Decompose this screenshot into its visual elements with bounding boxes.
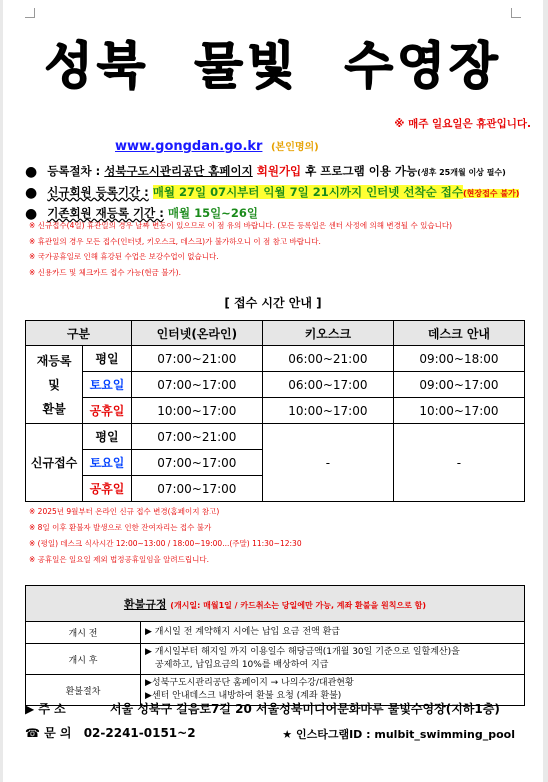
note-line: ※ (평일) 데스크 식사시간 12:00~13:00 / 18:00~19:00...(주말) 11:30~12:30 [29, 539, 302, 548]
time-cell: 07:00~21:00 [131, 424, 262, 450]
note-line: ※ 8일 이후 환불자 발생으로 인한 잔여자리는 접수 불가 [29, 523, 212, 532]
refund-header [26, 586, 525, 622]
note-line: ※ 공휴일은 일요일 제외 법정공휴일임을 알려드립니다. [29, 555, 209, 564]
table-row [26, 372, 525, 398]
registration-text-1: 성북구도시관리공단 홈페이지 [104, 164, 253, 178]
table-row [26, 346, 525, 372]
table-row [26, 424, 525, 450]
phone-line [25, 724, 196, 741]
day-weekday: 평일 [83, 346, 132, 372]
table-row [26, 398, 525, 424]
time-cell: 07:00~17:00 [131, 450, 262, 476]
desk-na-cell: - [393, 424, 524, 502]
day-saturday: 토요일 [83, 372, 132, 398]
page-title [3, 26, 543, 98]
website-note: (본인명의) [270, 142, 319, 153]
refund-line: ▶ 개시일부터 해지일 까지 이용일수 해당금액(1개월 30일 기준으로 일할계산)을 [145, 647, 460, 657]
table-row [26, 644, 525, 675]
header-desk: 데스크 안내 [393, 321, 524, 346]
title-word-2: 물빛 [194, 37, 300, 95]
refund-line: ▶ 개시일 전 계약해지 시에는 납입 요금 전액 환급 [145, 627, 340, 637]
refund-body [141, 644, 525, 675]
refund-line: ▶센터 안내데스크 내방하여 환불 요청 (계좌 환불) [145, 691, 342, 701]
day-holiday: 공휴일 [83, 476, 132, 502]
group-reregister-refund [26, 346, 83, 424]
table-row [26, 622, 525, 644]
refund-line: 공제하고, 납입요금의 10%를 배상하여 지급 [155, 660, 329, 670]
existing-member-period: 매월 15일~26일 [167, 206, 258, 220]
day-weekday: 평일 [83, 424, 132, 450]
phone-label: ☎ 문 의 [25, 726, 72, 740]
header-category: 구분 [26, 321, 132, 346]
bullet-icon: ● [25, 164, 38, 180]
group-new-register: 신규접수 [26, 424, 83, 502]
phone-value: 02-2241-0151~2 [83, 726, 196, 740]
table-header-row [26, 321, 525, 346]
group-label: 및 [48, 377, 60, 392]
corner-mark-left [25, 8, 35, 18]
refund-label: 개시 전 [26, 622, 141, 644]
header-kiosk: 키오스크 [262, 321, 393, 346]
time-cell: 06:00~17:00 [262, 372, 393, 398]
document-page [3, 0, 543, 782]
bullet-icon: ● [25, 185, 38, 201]
refund-body [141, 622, 525, 644]
registration-line [25, 163, 506, 180]
note-line: ※ 신규접수(4일) 휴관일의 경우 날짜 변동이 있으므로 이 점 유의 바랍니다. (모든 등록일은 센터 사정에 의해 변경될 수 있습니다) [29, 221, 453, 230]
notes-bottom [29, 504, 302, 568]
new-member-small: (현장접수 불가) [462, 189, 520, 198]
note-line: ※ 신용카드 및 체크카드 접수 가능(현금 불가). [29, 267, 181, 277]
section-title: [ 접수 시간 안내 ] [224, 296, 322, 310]
refund-title-note: (개시일: 매월1일 / 카드취소는 당일에만 가능, 계좌 환불을 원칙으로 함) [170, 600, 427, 610]
corner-mark-right [511, 8, 521, 18]
time-cell: 06:00~21:00 [262, 346, 393, 372]
bullet-icon: ● [25, 206, 38, 222]
instagram-label: ★ 인스타그램ID : [282, 728, 371, 741]
closed-notice: ※ 매주 일요일은 휴관입니다. [394, 118, 531, 130]
refund-line: ▶성북구도시관리공단 홈페이지 → 나의수강/대관현황 [145, 678, 354, 688]
time-cell: 10:00~17:00 [262, 398, 393, 424]
day-holiday: 공휴일 [83, 398, 132, 424]
address-value: 서울 성북구 길음로7길 20 서울성북미디어문화마루 물빛수영장(지하1층) [109, 702, 500, 716]
refund-header-row [26, 586, 525, 622]
note-line: ※ 국가공휴일로 인해 휴강된 수업은 보강수업이 없습니다. [29, 252, 219, 261]
registration-text-3: 후 프로그램 이용 가능 [305, 164, 418, 178]
note-line: ※ 2025년 9월부터 온라인 신규 접수 변경(홈페이지 참고) [29, 507, 220, 516]
time-cell: 09:00~17:00 [393, 372, 524, 398]
registration-text-2: 회원가입 [256, 164, 302, 178]
refund-table [25, 585, 525, 706]
kiosk-na-cell: - [262, 424, 393, 502]
time-cell: 07:00~17:00 [131, 372, 262, 398]
time-cell: 07:00~21:00 [131, 346, 262, 372]
schedule-table [25, 320, 525, 502]
address-line [25, 700, 500, 717]
time-cell: 10:00~17:00 [131, 398, 262, 424]
address-label: ▶ 주 소 [25, 702, 66, 716]
group-label: 재등록 [36, 353, 72, 368]
website-line [115, 138, 319, 154]
registration-label: 등록절차 : [47, 164, 101, 178]
title-word-3: 수영장 [344, 37, 502, 95]
time-cell: 07:00~17:00 [131, 476, 262, 502]
refund-label: 환불절차 [26, 675, 141, 706]
instagram-value: mulbit_swimming_pool [374, 728, 515, 741]
group-label: 환불 [42, 401, 66, 416]
time-cell: 10:00~17:00 [393, 398, 524, 424]
note-line: ※ 휴관일의 경우 모든 접수(인터넷, 키오스크, 데스크)가 불가하오니 이 점 참고 바랍니다. [29, 236, 321, 246]
registration-small: (생후 25개월 이상 필수) [417, 168, 506, 177]
new-member-label: 신규회원 등록기간 : [47, 185, 149, 199]
refund-label: 개시 후 [26, 644, 141, 675]
notes-top [29, 218, 452, 280]
website-link[interactable]: www.gongdan.go.kr [115, 139, 263, 154]
title-word-1: 성북 [44, 37, 150, 95]
new-member-line [25, 184, 519, 201]
new-member-period: 매월 27일 07시부터 익월 7일 21시까지 인터넷 선착순 접수 [152, 185, 463, 199]
existing-member-label: 기존회원 재등록 기간 : [47, 206, 164, 220]
refund-title: 환불규정 [123, 597, 167, 611]
instagram-line [282, 726, 515, 742]
day-saturday: 토요일 [83, 450, 132, 476]
time-cell: 09:00~18:00 [393, 346, 524, 372]
header-internet: 인터넷(온라인) [131, 321, 262, 346]
